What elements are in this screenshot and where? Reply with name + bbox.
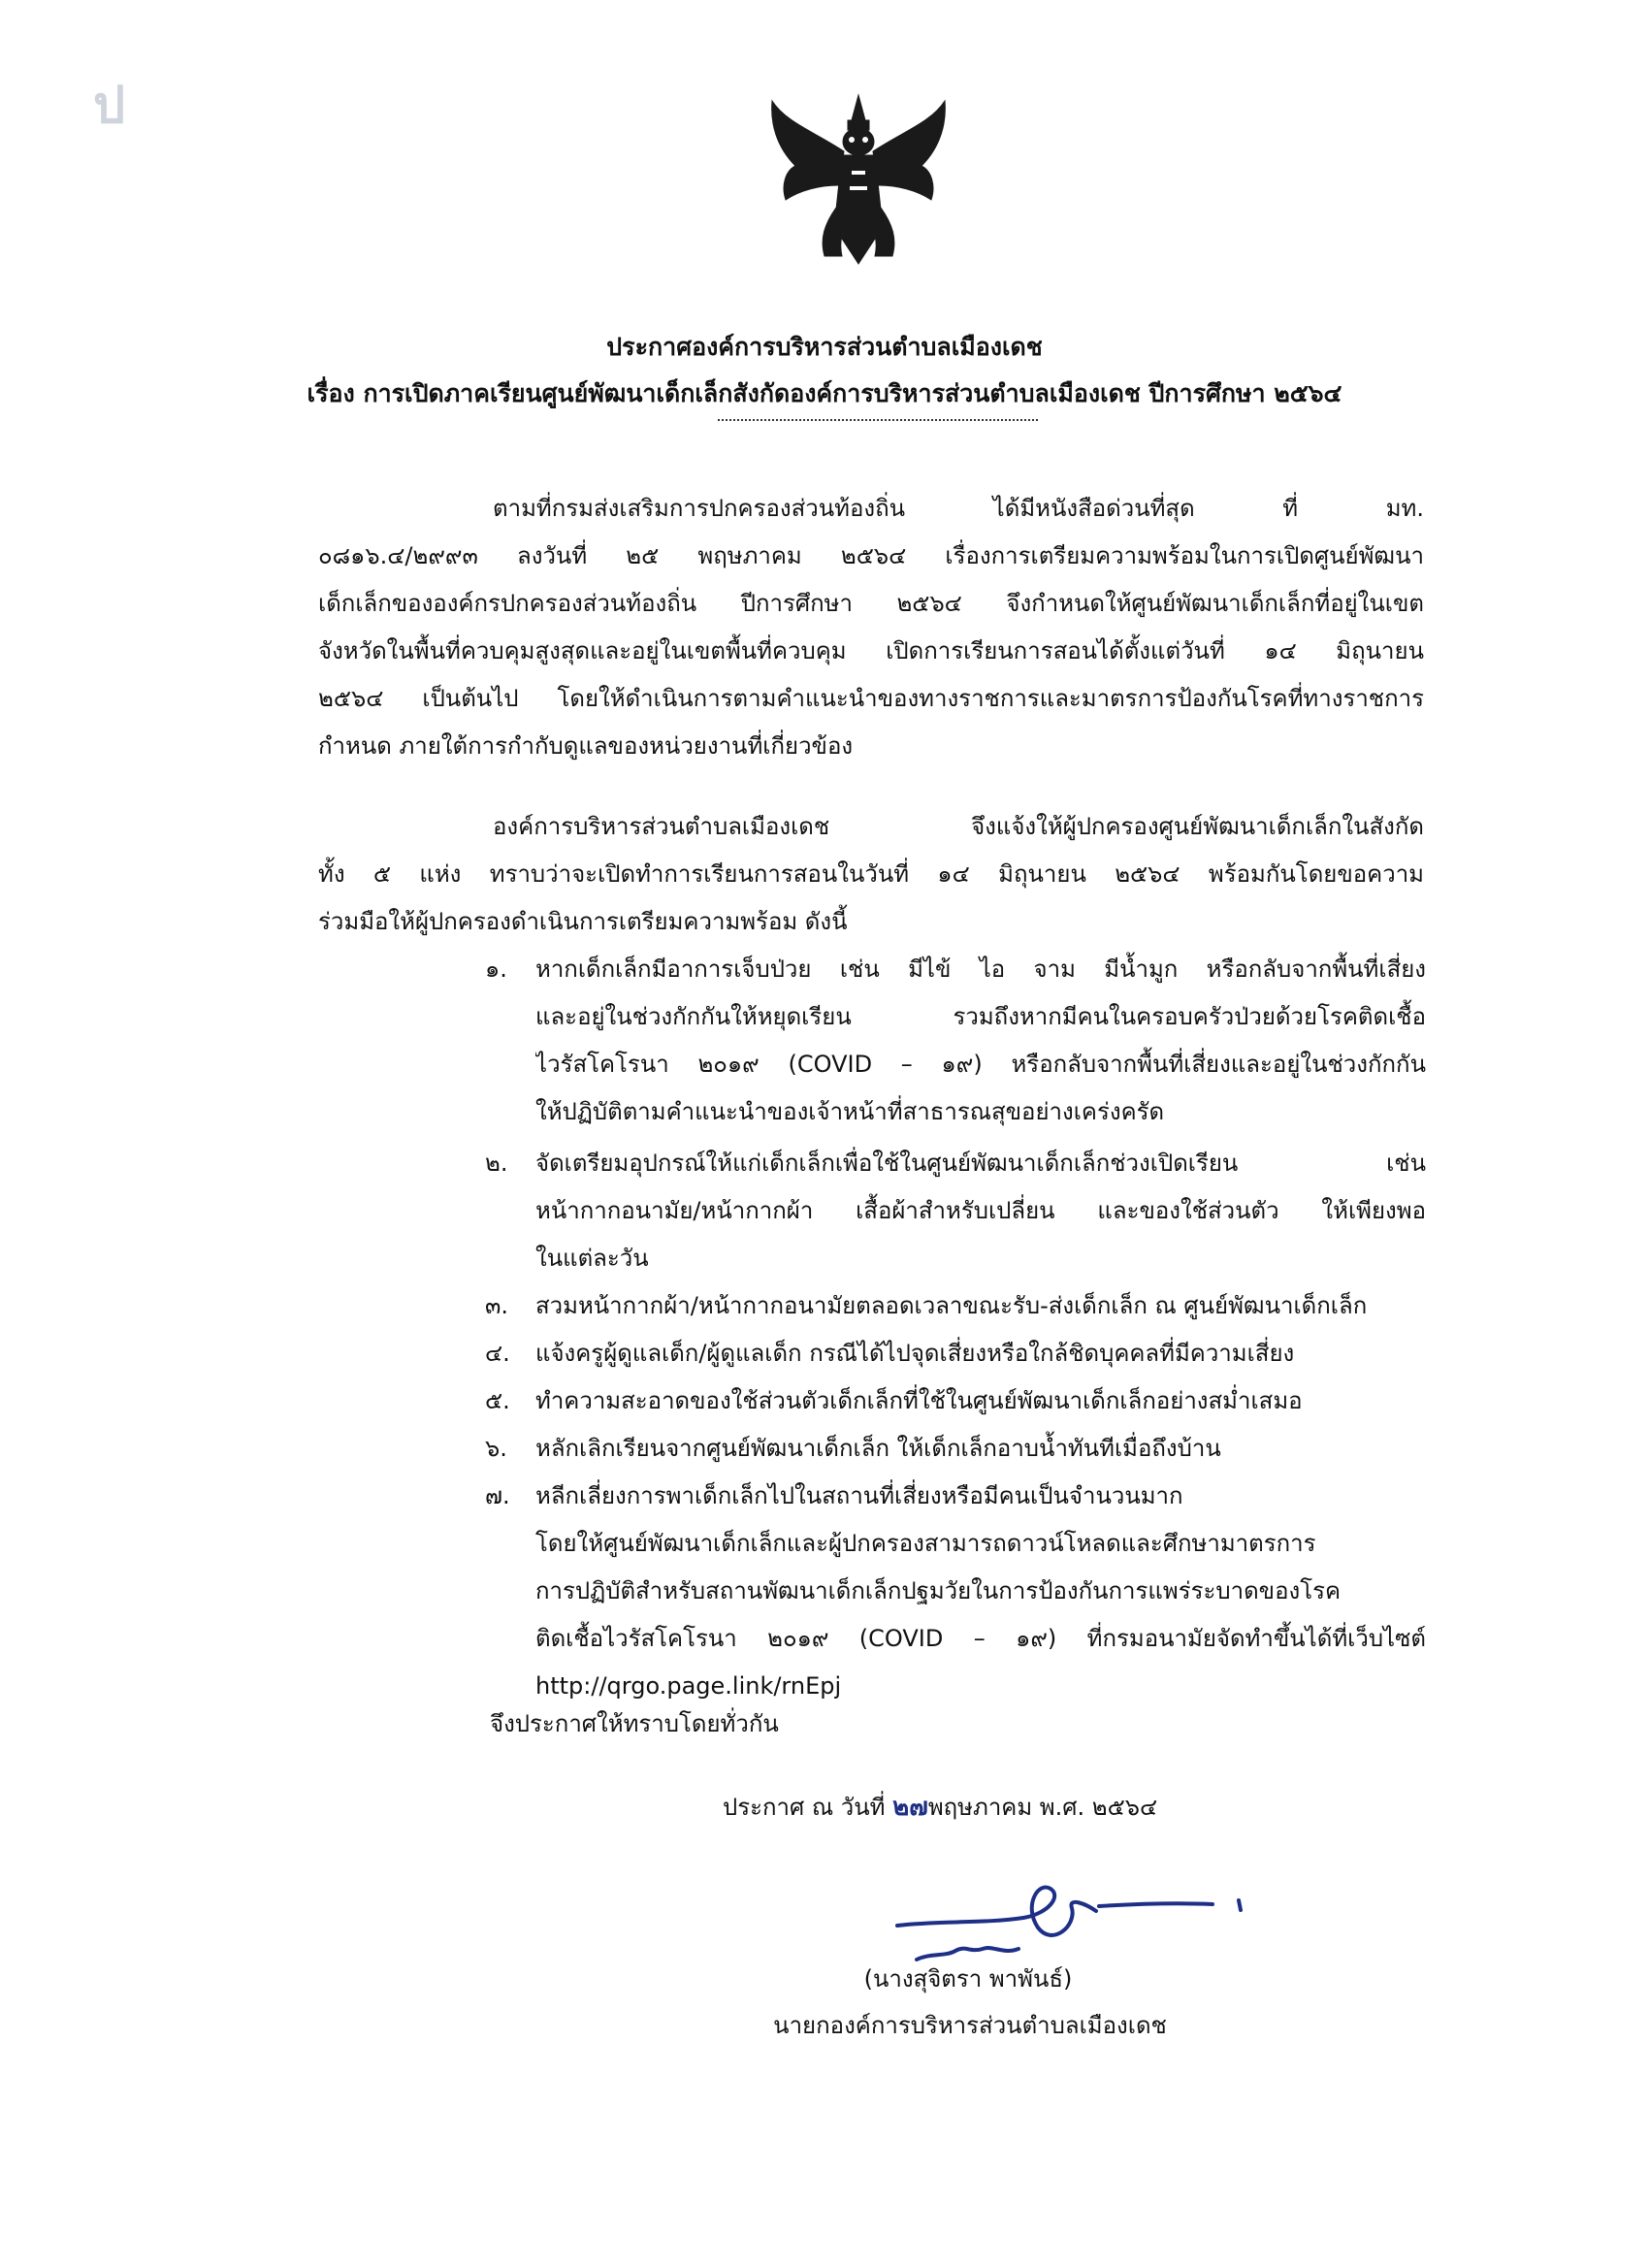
list-item-line: หากเด็กเล็กมีอาการเจ็บป่วย เช่น มีไข้ ไอ จาม มีน้ำมูก หรือกลับจากพื้นที่เสี่ยง bbox=[535, 956, 1426, 983]
list-item-line: แจ้งครูผู้ดูแลเด็ก/ผู้ดูแลเด็ก กรณีได้ไปจุดเสี่ยงหรือใกล้ชิดบุคคลที่มีความเสี่ยง bbox=[535, 1340, 1295, 1367]
list-item-line: ติดเชื้อไวรัสโคโรนา ๒๐๑๙ (COVID – ๑๙) ที่กรมอนามัยจัดทำขึ้นได้ที่เว็บไซต์ bbox=[535, 1625, 1426, 1652]
paragraph-1-line: ๐๘๑๖.๔/๒๙๙๓ ลงวันที่ ๒๕ พฤษภาคม ๒๕๖๔ เรื่องการเตรียมความพร้อมในการเปิดศูนย์พัฒนา bbox=[318, 542, 1424, 569]
list-item-line: หลักเลิกเรียนจากศูนย์พัฒนาเด็กเล็ก ให้เด็กเล็กอาบน้ำทันทีเมื่อถึงบ้าน bbox=[535, 1435, 1221, 1462]
list-item-line: สวมหน้ากากผ้า/หน้ากากอนามัยตลอดเวลาขณะรับ-ส่งเด็กเล็ก ณ ศูนย์พัฒนาเด็กเล็ก bbox=[535, 1292, 1368, 1319]
list-item bbox=[485, 1282, 1426, 1330]
paragraph-1-line: ตามที่กรมส่งเสริมการปกครองส่วนท้องถิ่น ได้มีหนังสือด่วนที่สุด ที่ มท. bbox=[493, 495, 1424, 522]
list-item-line: จัดเตรียมอุปกรณ์ให้แก่เด็กเล็กเพื่อใช้ในศูนย์พัฒนาเด็กเล็กช่วงเปิดเรียน เช่น bbox=[535, 1150, 1426, 1177]
list-item-number: ๒. bbox=[485, 1150, 508, 1177]
garuda-emblem-icon bbox=[766, 93, 951, 268]
list-item-number: ๑. bbox=[485, 956, 507, 983]
paragraph-2-line: ทั้ง ๕ แห่ง ทราบว่าจะเปิดทำการเรียนการสอนในวันที่ ๑๔ มิถุนายน ๒๕๖๔ พร้อมกันโดยขอความ bbox=[318, 860, 1424, 888]
list-item bbox=[485, 1473, 1426, 1710]
website-link[interactable]: http://qrgo.page.link/rnEpj bbox=[535, 1672, 842, 1700]
paragraph-2 bbox=[318, 803, 1424, 946]
paragraph-2-line: องค์การบริหารส่วนตำบลเมืองเดช จึงแจ้งให้ผู้ปกครองศูนย์พัฒนาเด็กเล็กในสังกัด bbox=[493, 813, 1424, 840]
date-prefix: ประกาศ ณ วันที่ bbox=[723, 1794, 893, 1821]
instruction-list bbox=[485, 946, 1426, 1710]
list-item-line: ทำความสะอาดของใช้ส่วนตัวเด็กเล็กที่ใช้ในศูนย์พัฒนาเด็กเล็กอย่างสม่ำเสมอ bbox=[535, 1387, 1303, 1414]
paragraph-2-line: ร่วมมือให้ผู้ปกครองดำเนินการเตรียมความพร้อม ดังนี้ bbox=[318, 908, 848, 935]
list-item-line: หลีกเลี่ยงการพาเด็กเล็กไปในสถานที่เสี่ยงหรือมีคนเป็นจำนวนมาก bbox=[535, 1482, 1183, 1509]
list-item-line: โดยให้ศูนย์พัฒนาเด็กเล็กและผู้ปกครองสามารถดาวน์โหลดและศึกษามาตรการ bbox=[535, 1530, 1316, 1557]
closing-statement: จึงประกาศให้ทราบโดยทั่วกัน bbox=[490, 1710, 779, 1737]
list-item-number: ๔. bbox=[485, 1340, 510, 1367]
paragraph-1 bbox=[318, 485, 1424, 770]
list-item-line: ในแต่ละวัน bbox=[535, 1245, 649, 1272]
list-item-number: ๖. bbox=[485, 1435, 507, 1462]
date-day-handwritten: ๒๗ bbox=[892, 1793, 928, 1822]
list-item-line: หน้ากากอนามัย/หน้ากากผ้า เสื้อผ้าสำหรับเปลี่ยน และของใช้ส่วนตัว ให้เพียงพอ bbox=[535, 1197, 1426, 1224]
list-item bbox=[485, 1330, 1426, 1377]
list-item-line: การปฏิบัติสำหรับสถานพัฒนาเด็กเล็กปฐมวัยในการป้องกันการแพร่ระบาดของโรค bbox=[535, 1577, 1342, 1604]
paragraph-1-line: จังหวัดในพื้นที่ควบคุมสูงสุดและอยู่ในเขตพื้นที่ควบคุม เปิดการเรียนการสอนได้ตั้งแต่วันที่ ๑๔ มิถุนายน bbox=[318, 637, 1424, 664]
announcement-date bbox=[723, 1787, 1157, 1827]
signer-name: (นางสุจิตรา พาพันธ์) bbox=[863, 1965, 1073, 1993]
date-suffix: พฤษภาคม พ.ศ. ๒๕๖๔ bbox=[927, 1794, 1158, 1821]
list-item bbox=[485, 1377, 1426, 1425]
list-item-number: ๕. bbox=[485, 1387, 510, 1414]
faint-stamp-mark: ป bbox=[93, 77, 130, 135]
announcement-title: ประกาศองค์การบริหารส่วนตำบลเมืองเดช bbox=[606, 333, 1043, 361]
announcement-subject: เรื่อง การเปิดภาคเรียนศูนย์พัฒนาเด็กเล็กสังกัดองค์การบริหารส่วนตำบลเมืองเดช ปีการศึกษา ๒๕๖๔ bbox=[307, 379, 1342, 407]
paragraph-1-line: กำหนด ภายใต้การกำกับดูแลของหน่วยงานที่เกี่ยวข้อง bbox=[318, 732, 854, 760]
paragraph-1-line: เด็กเล็กขององค์กรปกครองส่วนท้องถิ่น ปีการศึกษา ๒๕๖๔ จึงกำหนดให้ศูนย์พัฒนาเด็กเล็กที่อยู่ในเขต bbox=[318, 590, 1424, 617]
list-item bbox=[485, 1425, 1426, 1473]
signer-position: นายกองค์การบริหารส่วนตำบลเมืองเดช bbox=[773, 2012, 1167, 2039]
list-item-line: และอยู่ในช่วงกักกันให้หยุดเรียน รวมถึงหากมีคนในครอบครัวป่วยด้วยโรคติดเชื้อ bbox=[535, 1003, 1426, 1030]
paragraph-1-line: ๒๕๖๔ เป็นต้นไป โดยให้ดำเนินการตามคำแนะนำของทางราชการและมาตรการป้องกันโรคที่ทางราชการ bbox=[318, 685, 1424, 712]
list-item-line: ให้ปฏิบัติตามคำแนะนำของเจ้าหน้าที่สาธารณสุขอย่างเคร่งครัด bbox=[535, 1098, 1165, 1125]
list-item-number: ๓. bbox=[485, 1292, 509, 1319]
list-item bbox=[485, 1140, 1426, 1282]
list-item bbox=[485, 946, 1426, 1136]
list-item-number: ๗. bbox=[485, 1482, 510, 1509]
list-item-line: ไวรัสโคโรนา ๒๐๑๙ (COVID – ๑๙) หรือกลับจากพื้นที่เสี่ยงและอยู่ในช่วงกักกัน bbox=[535, 1051, 1426, 1078]
title-dotted-divider bbox=[718, 419, 1038, 421]
